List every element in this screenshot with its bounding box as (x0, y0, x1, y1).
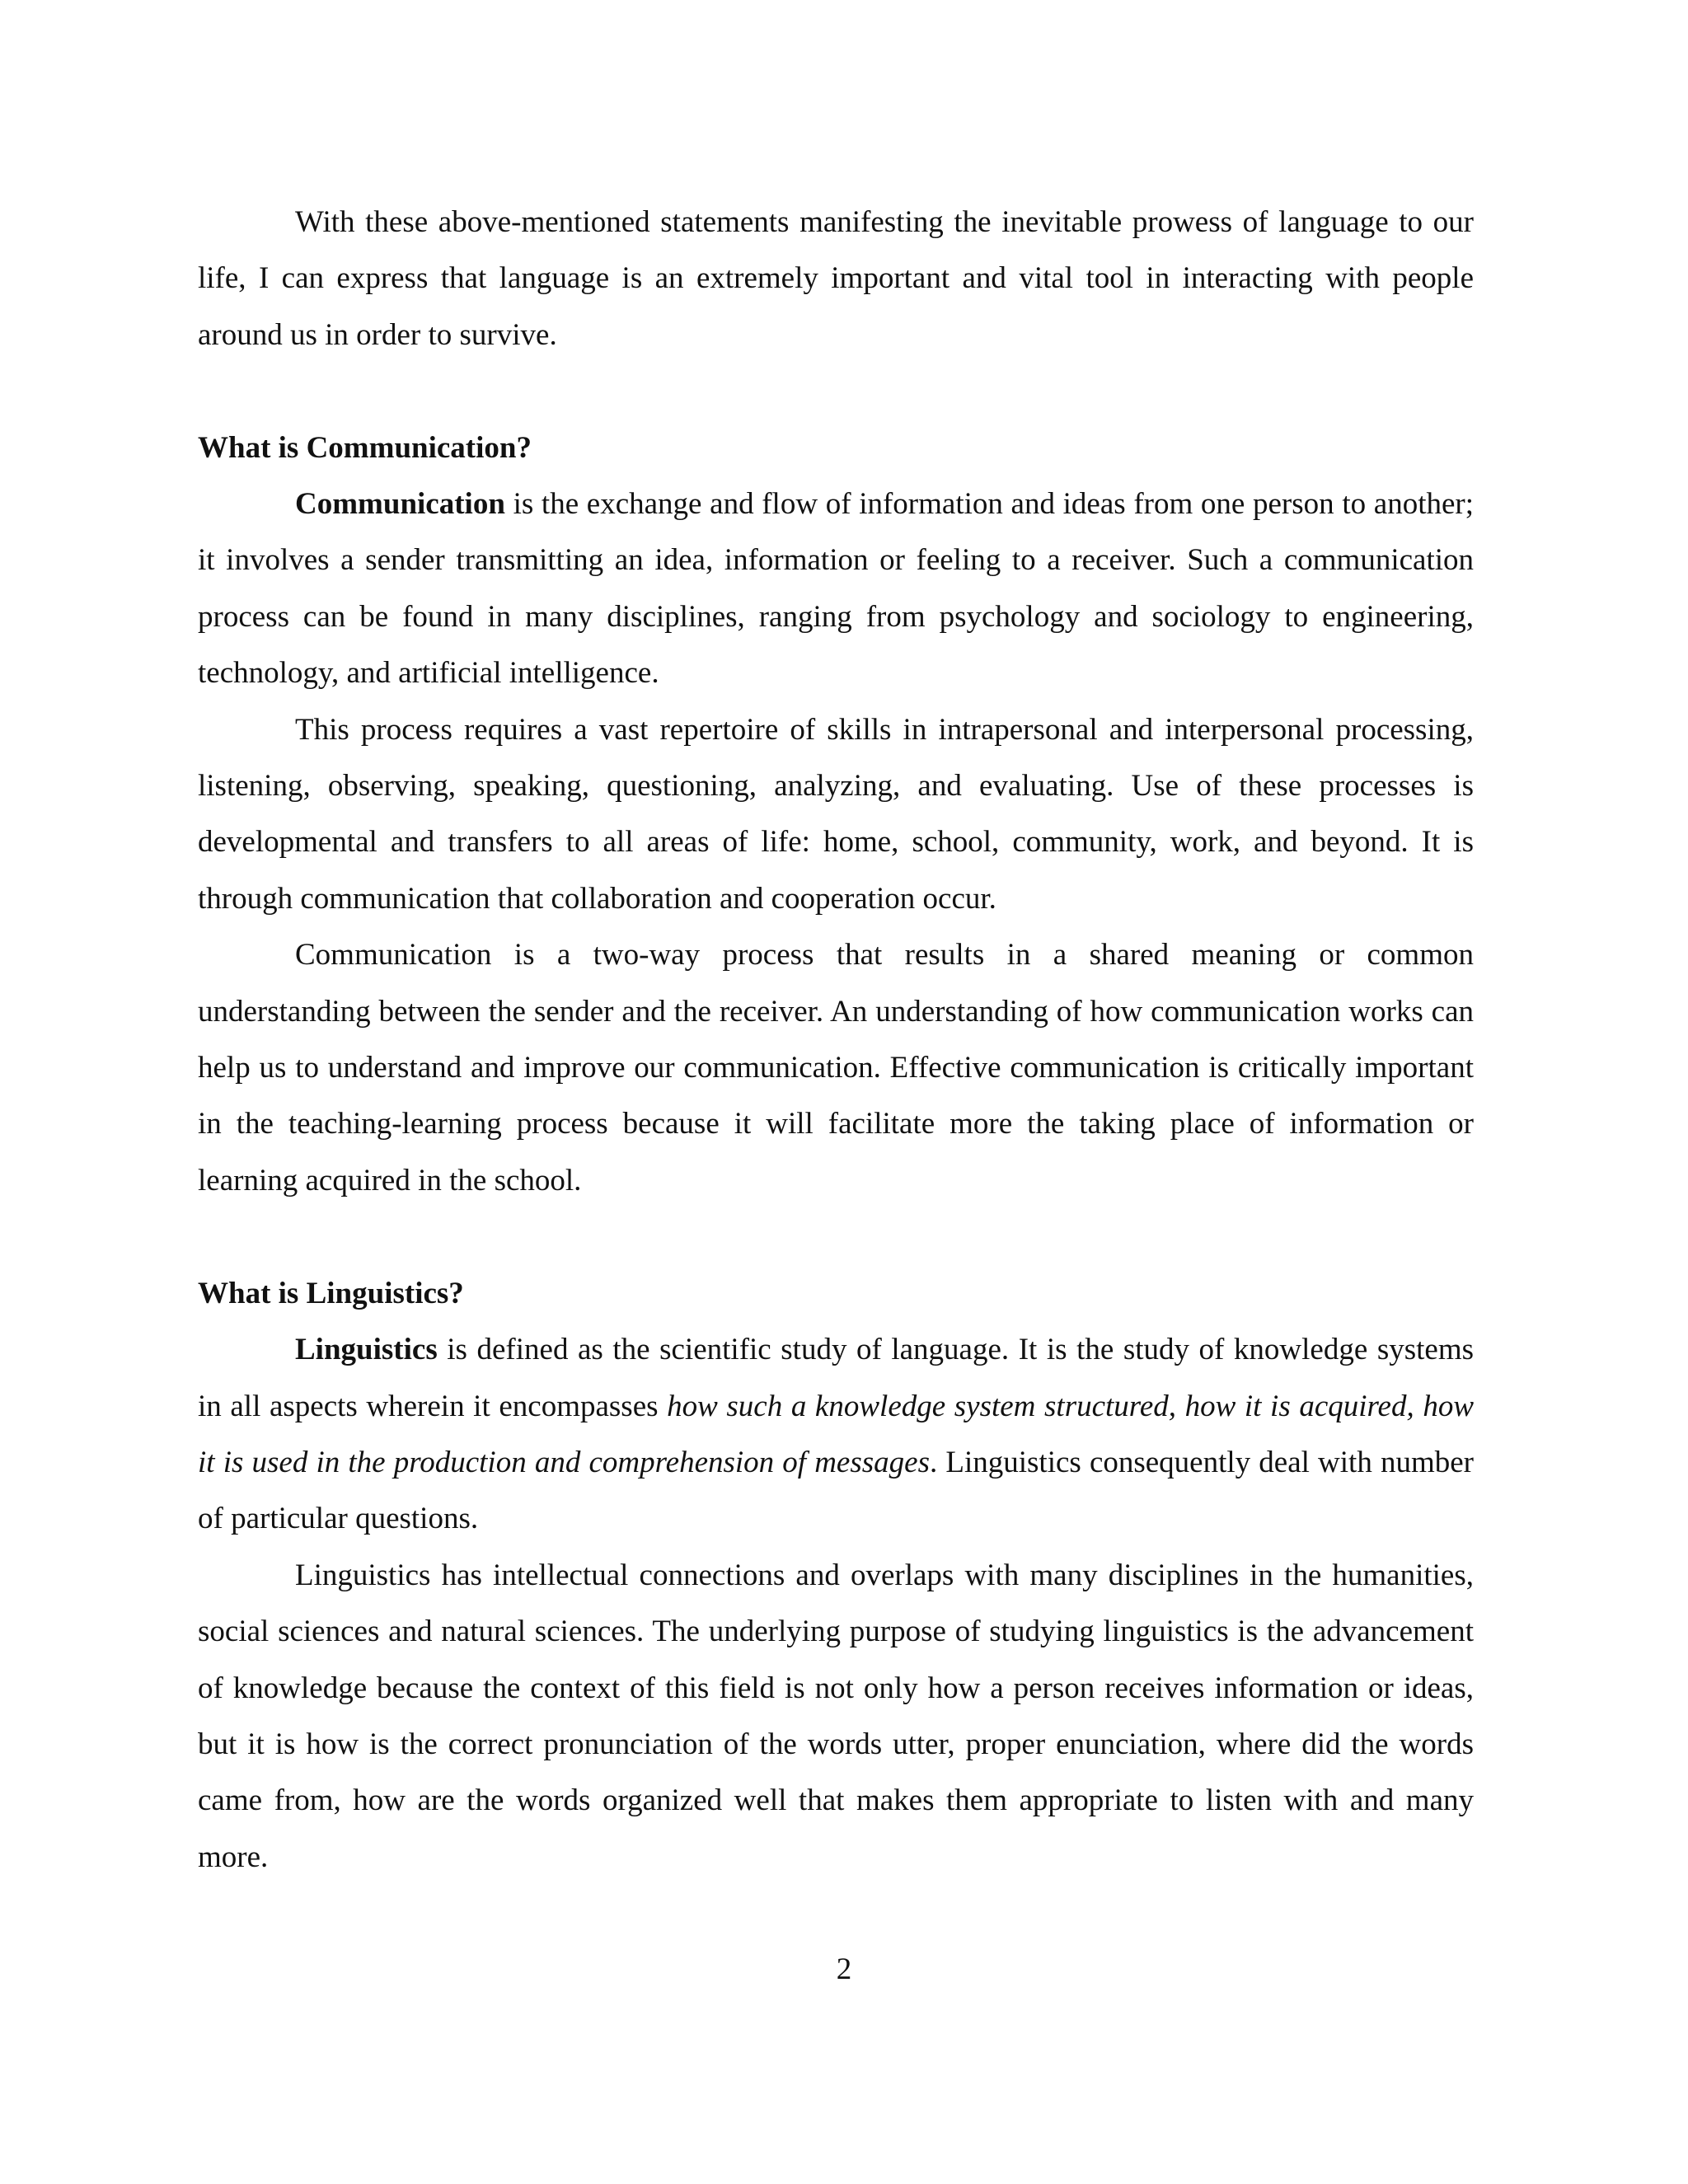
linguistics-italic-phrase: how such a knowledge system structured, how it is acquired, how it is used in the production and comprehension of messages (198, 1389, 1475, 1479)
communication-paragraph-2: This process requires a vast repertoire of skills in intrapersonal and interpersonal processing, listening, observing, speaking, questioning, analyzing, and evaluating. Use of these processes is developmental and transfers to all areas of life: home, school, community, work, and beyond. It is through communication that collaboration and cooperation occur. (198, 712, 1474, 916)
linguistics-definition-start: is defined as the scientific study of language. It is the study of knowledge systems in all aspects wherein it encompasses (198, 1333, 1474, 1423)
linguistics-heading: What is Linguistics? (198, 1276, 464, 1310)
section-spacer (198, 1209, 1474, 1265)
document-body (198, 194, 1474, 1886)
linguistics-paragraph-1 (198, 1322, 1474, 1548)
communication-paragraph-1 (198, 476, 1474, 702)
communication-heading: What is Communication? (198, 430, 532, 465)
intro-paragraph: With these above-mentioned statements manifesting the inevitable prowess of language to our life, I can express that language is an extremely important and vital tool in interacting with people around us in order to survive. (198, 205, 1474, 352)
communication-paragraph-3: Communication is a two-way process that results in a shared meaning or common understanding between the sender and the receiver. An understanding of how communication works can help us to understand and improve our communication. Effective communication is critically important in the teaching-learning process because it will facilitate more the taking place of information or learning acquired in the school. (198, 938, 1474, 1197)
linguistics-definition-end: . Linguistics consequently deal with number of particular questions. (198, 1445, 1474, 1536)
communication-definition: is the exchange and flow of information and ideas from one person to another; it involves a sender transmitting an idea, information or feeling to a receiver. Such a communication process can be found in many disciplines, ranging from psychology and sociology to engineering, technology, and artificial intelligence. (198, 487, 1474, 691)
communication-term: Communication (295, 487, 505, 522)
page-number: 2 (836, 1952, 852, 1986)
linguistics-paragraph-2: Linguistics has intellectual connections and overlaps with many disciplines in the humanities, social sciences and natural sciences. The underlying purpose of studying linguistics is the advancement of knowledge because the context of this field is not only how a person receives information or ideas, but it is how is the correct pronunciation of the words utter, proper enunciation, where did the words came from, how are the words organized well that makes them appropriate to listen with and many more. (198, 1558, 1474, 1874)
section-spacer (198, 363, 1474, 419)
linguistics-term: Linguistics (295, 1333, 438, 1367)
